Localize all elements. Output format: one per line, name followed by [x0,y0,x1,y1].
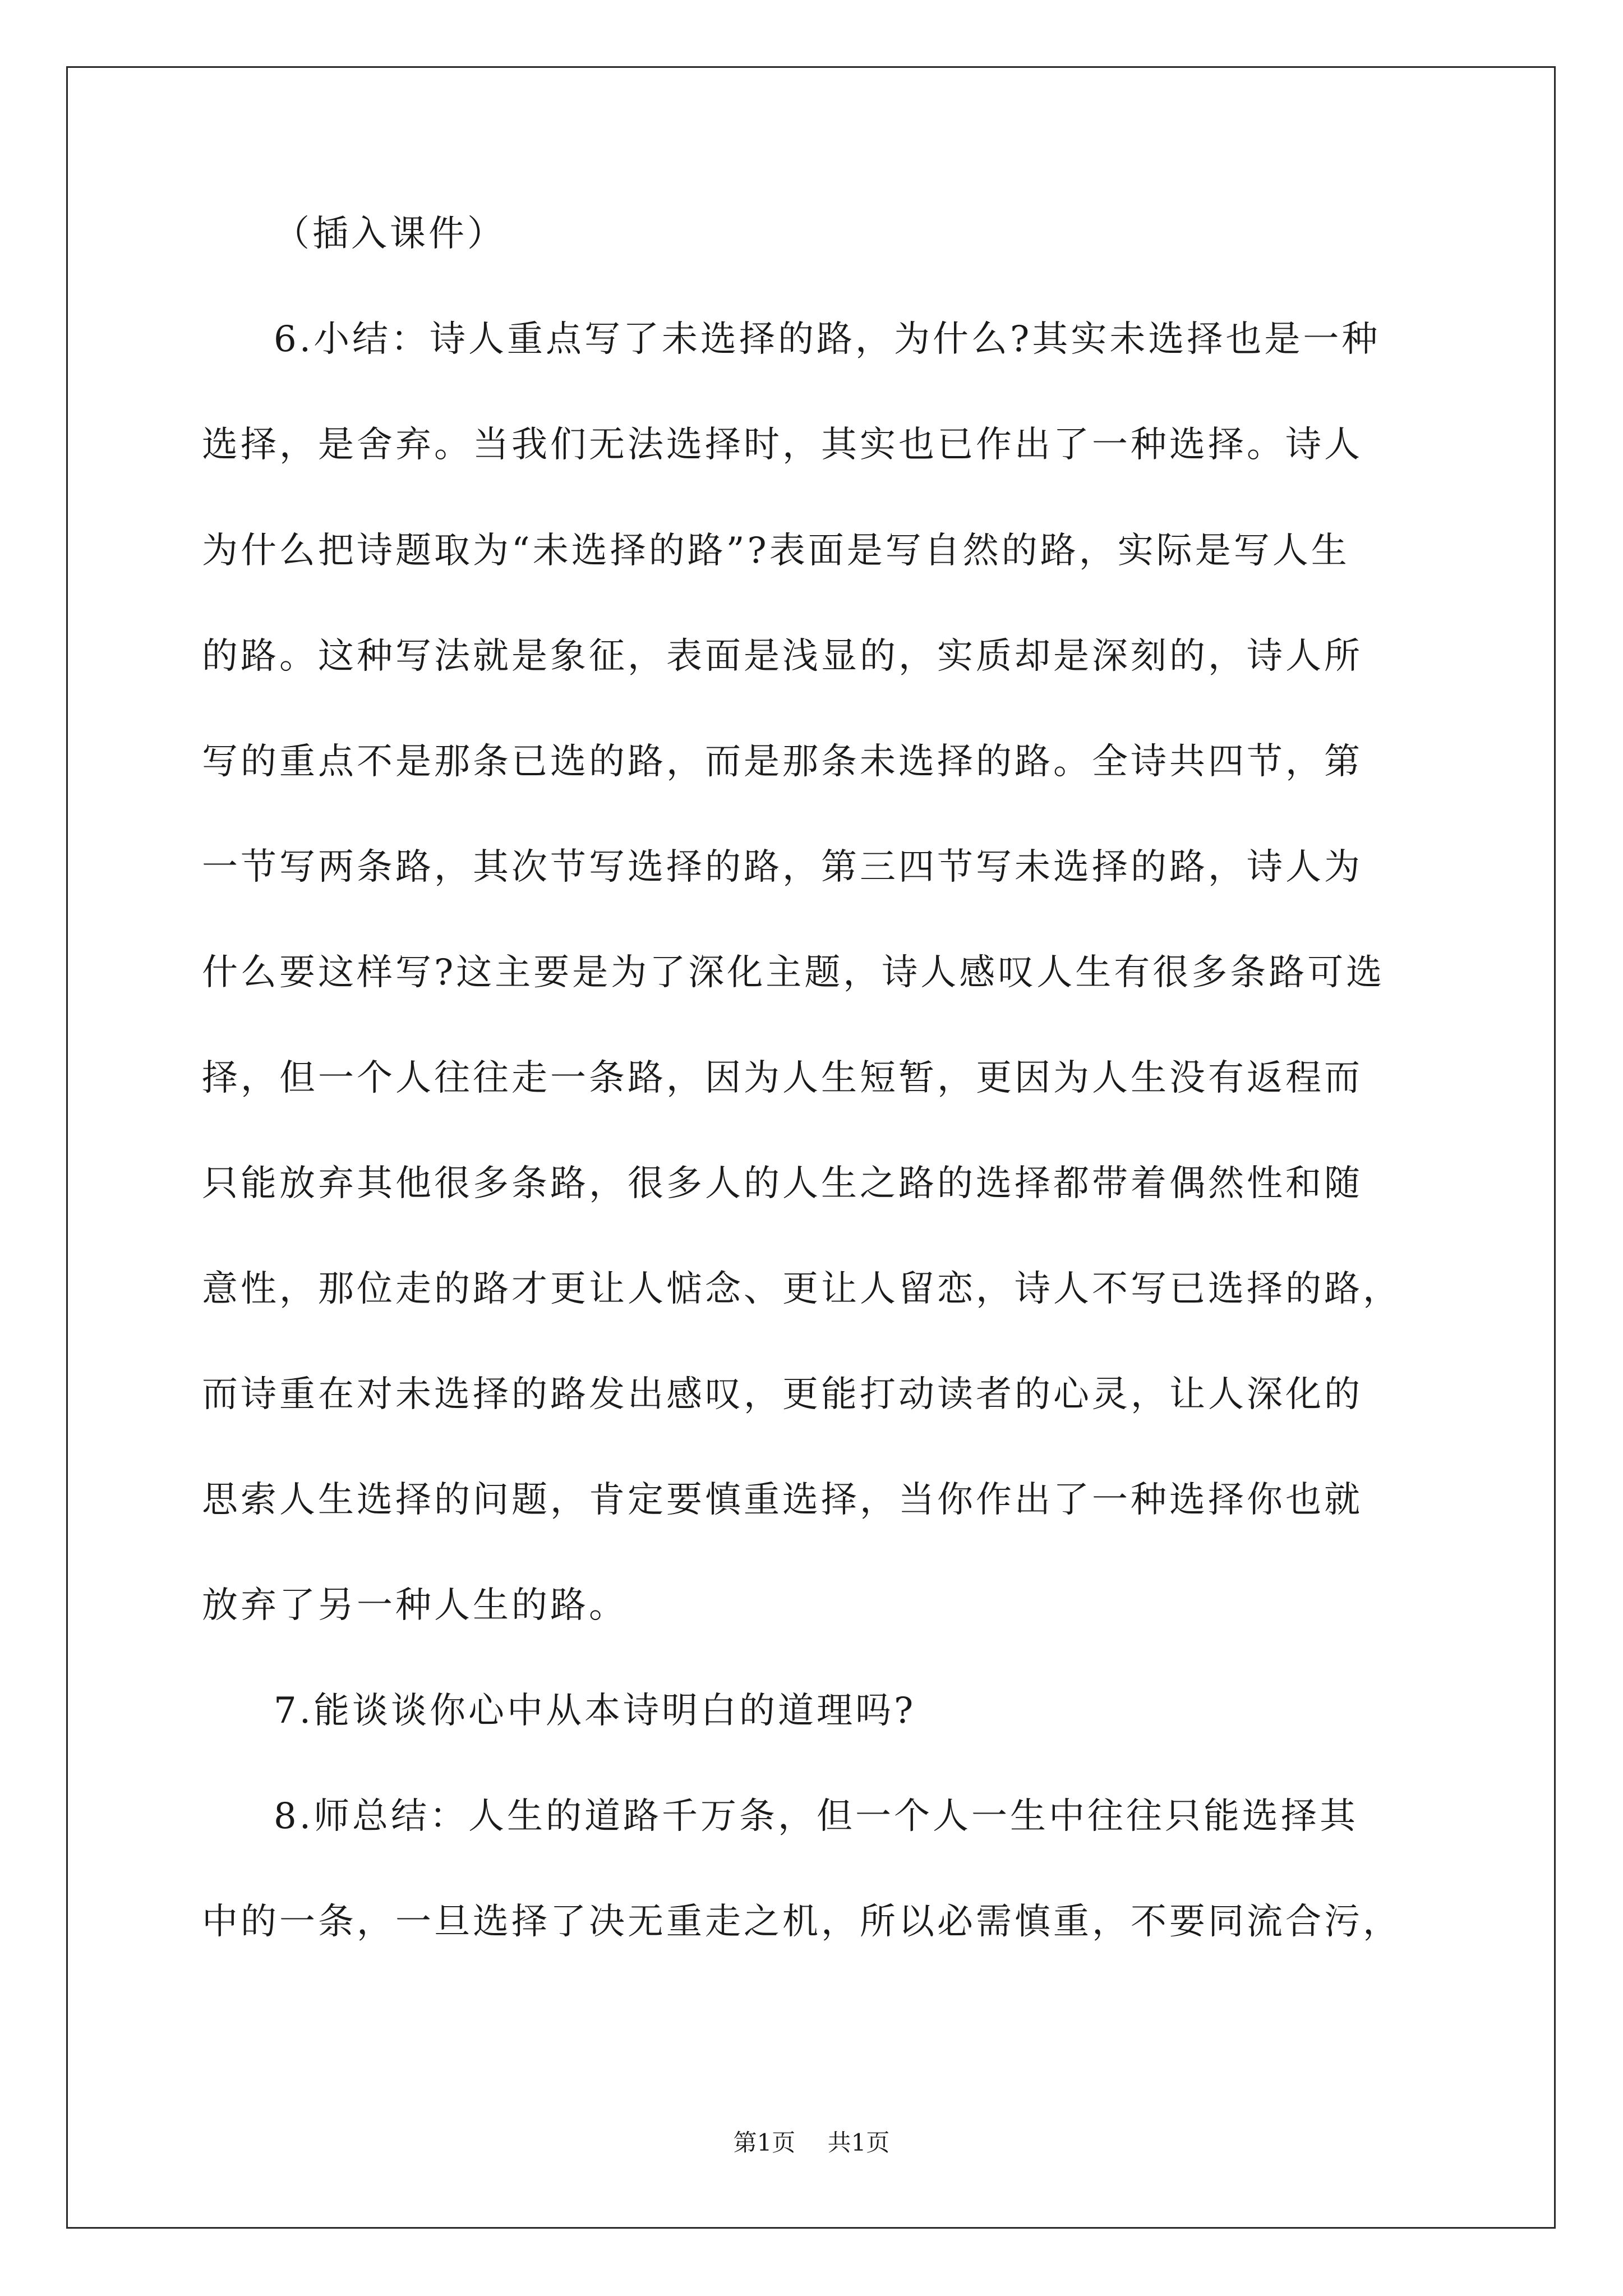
paragraph-line: （插入课件） [274,213,506,255]
page-total: 共1页 [827,2129,890,2156]
paragraph-line: 而诗重在对未选择的路发出感叹，更能打动读者的心灵，让人深化的 [202,1374,1363,1415]
paragraph-line: 7.能谈谈你心中从本诗明白的道理吗? [274,1690,916,1732]
paragraph-line: 思索人生选择的问题，肯定要慎重选择，当你作出了一种选择你也就 [202,1479,1363,1521]
paragraph-line: 意性，那位走的路才更让人惦念、更让人留恋，诗人不写已选择的路， [202,1268,1401,1310]
paragraph-line: 的路。这种写法就是象征，表面是浅显的，实质却是深刻的，诗人所 [202,636,1363,677]
paragraph-line: 写的重点不是那条已选的路，而是那条未选择的路。全诗共四节，第 [202,741,1363,783]
paragraph-line: 选择，是舍弃。当我们无法选择时，其实也已作出了一种选择。诗人 [202,424,1363,466]
paragraph-line: 8.师总结：人生的道路千万条，但一个人一生中往往只能选择其 [274,1796,1359,1837]
paragraph-line: 6.小结：诗人重点写了未选择的路，为什么?其实未选择也是一种 [274,319,1381,360]
paragraph-line: 什么要这样写?这主要是为了深化主题，诗人感叹人生有很多条路可选 [202,952,1385,993]
paragraph-line: 一节写两条路，其次节写选择的路，第三四节写未选择的路，诗人为 [202,846,1363,888]
paragraph-line: 只能放弃其他很多条路，很多人的人生之路的选择都带着偶然性和随 [202,1163,1363,1204]
page-number: 第1页 [733,2129,796,2156]
paragraph-line: 择，但一个人往往走一条路，因为人生短暂，更因为人生没有返程而 [202,1057,1363,1099]
page-footer [0,2126,1623,2160]
paragraph-line: 为什么把诗题取为“未选择的路”?表面是写自然的路，实际是写人生 [202,530,1350,572]
paragraph-line: 放弃了另一种人生的路。 [202,1585,628,1626]
paragraph-line: 中的一条，一旦选择了决无重走之机，所以必需慎重，不要同流合污， [202,1901,1401,1943]
